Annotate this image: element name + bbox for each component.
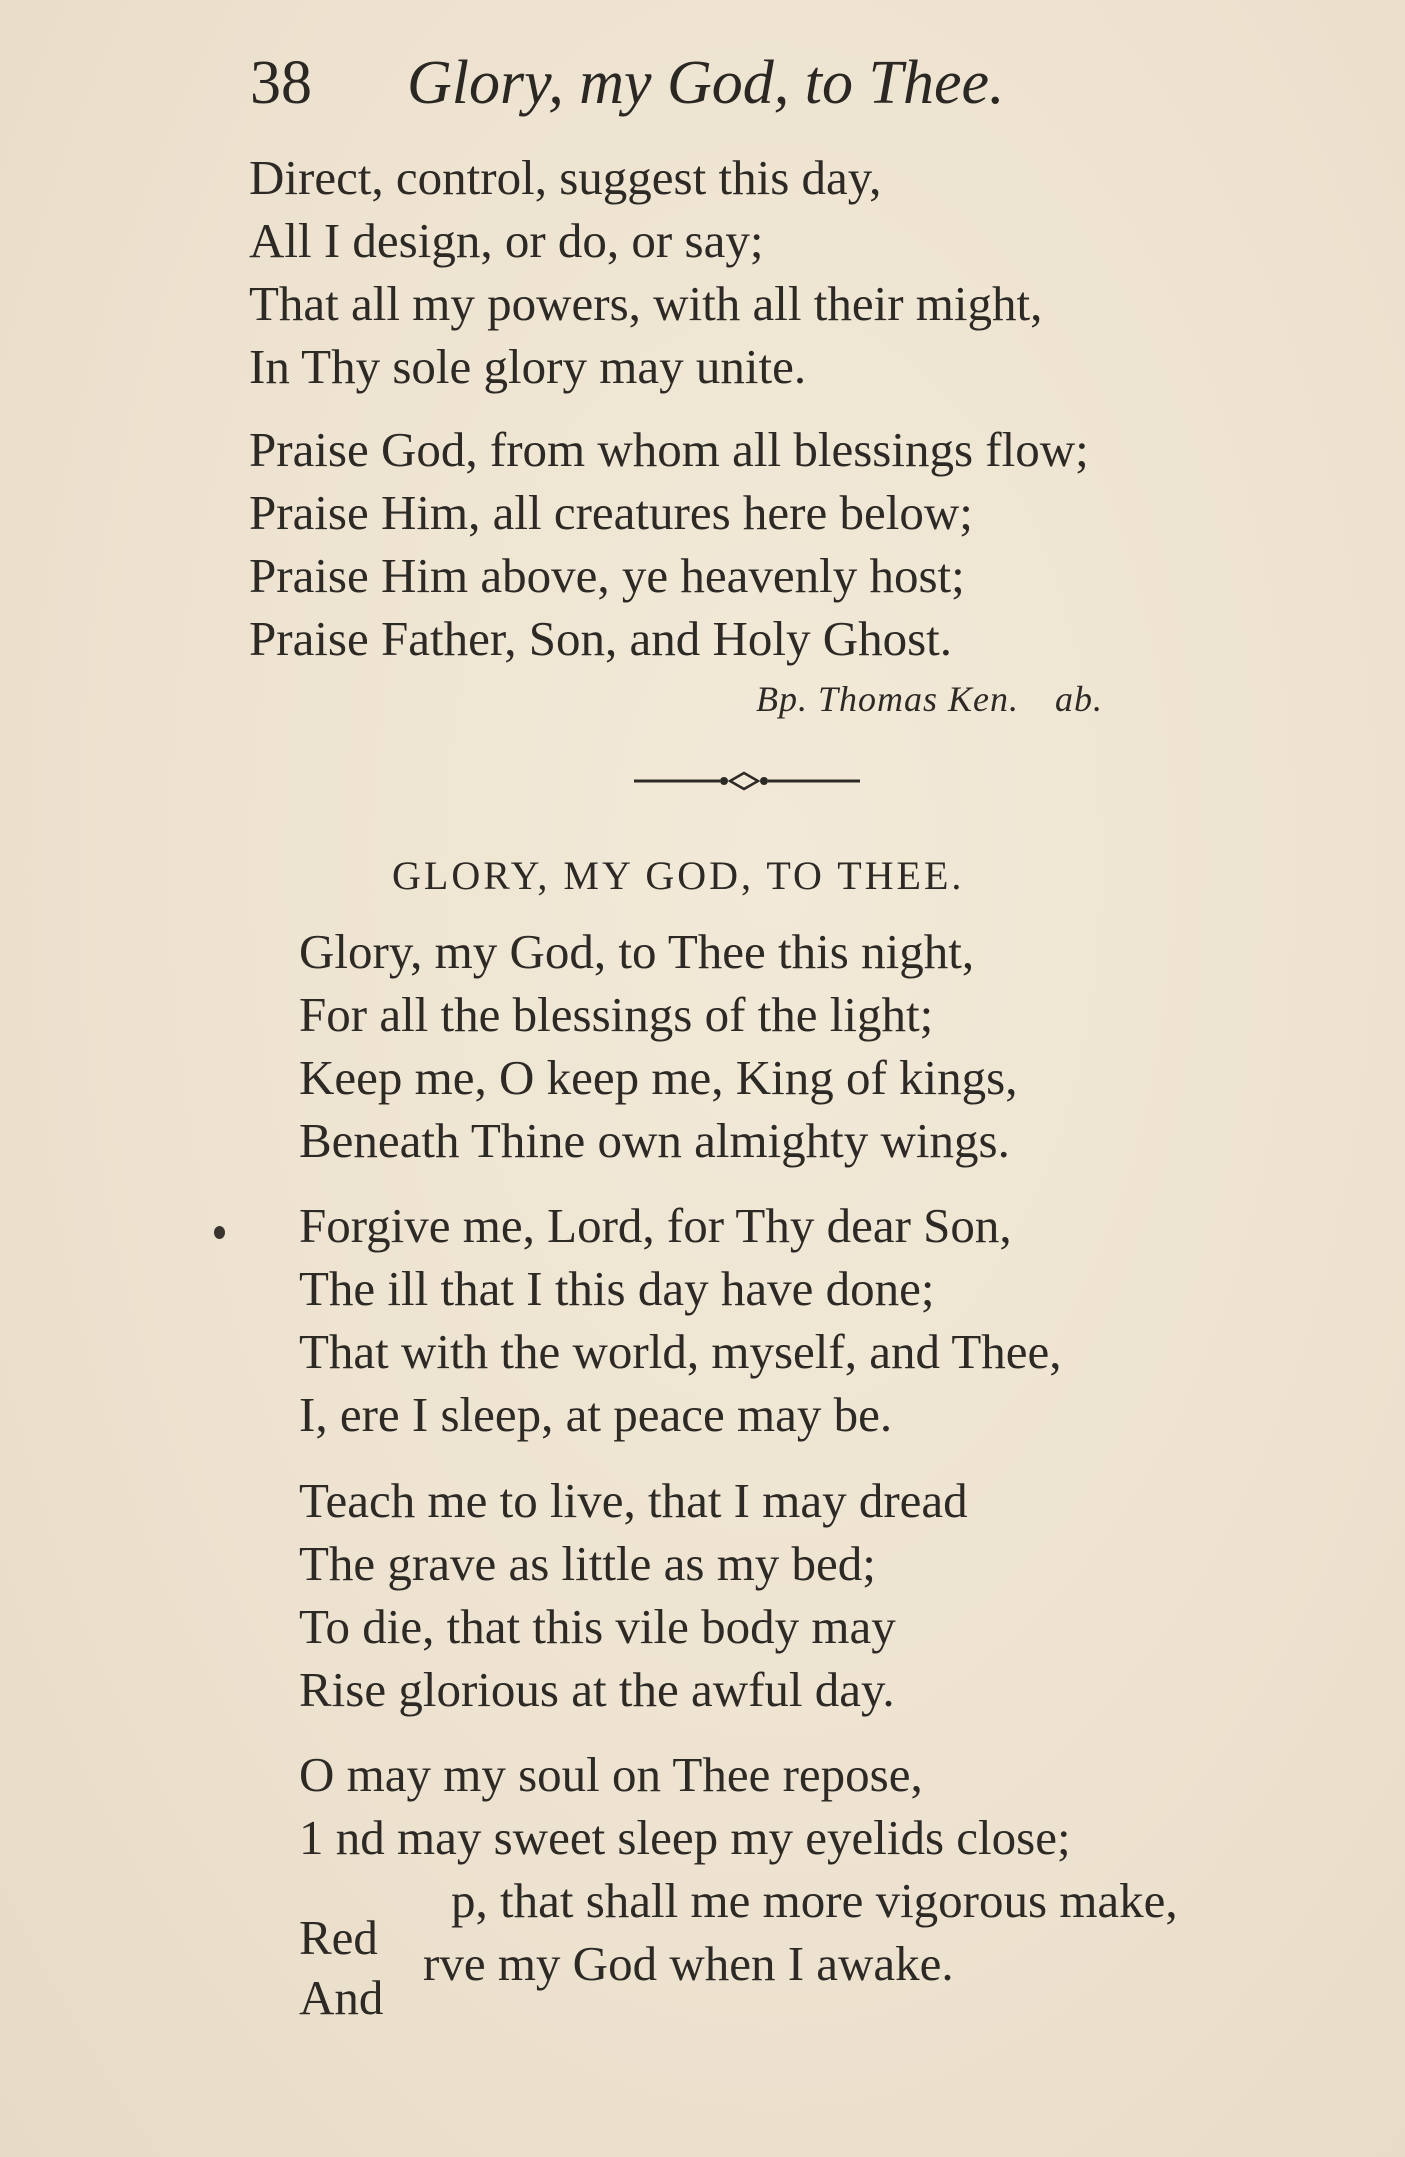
- verse-line: In Thy sole glory may unite.: [249, 339, 807, 394]
- verse-line: Keep me, O keep me, King of kings,: [299, 1050, 1018, 1105]
- verse-line: Praise Him, all creatures here below;: [249, 485, 973, 540]
- verse-line: rve my God when I awake.: [423, 1936, 954, 1991]
- verse-line: The grave as little as my bed;: [299, 1536, 876, 1591]
- page-header: [250, 38, 1005, 128]
- running-title: Glory, my God, to Thee.: [407, 49, 1005, 117]
- verse-line: To die, that this vile body may: [299, 1599, 896, 1654]
- stanza: [299, 1743, 1178, 1995]
- verse-line: Direct, control, suggest this day,: [249, 150, 882, 205]
- verse-line: Praise Him above, ye heavenly host;: [249, 548, 965, 603]
- stanza: [299, 1469, 968, 1721]
- verse-line: p, that shall me more vigorous make,: [451, 1873, 1178, 1928]
- overprinted-fragment: And: [299, 1970, 384, 2025]
- verse-line: For all the blessings of the light;: [299, 987, 934, 1042]
- attribution-note: ab.: [1055, 679, 1104, 719]
- stanza: [299, 1194, 1062, 1446]
- verse-line: That with the world, myself, and Thee,: [299, 1324, 1062, 1379]
- verse-line: The ill that I this day have done;: [299, 1261, 935, 1316]
- verse-line: Forgive me, Lord, for Thy dear Son,: [299, 1198, 1012, 1253]
- verse-line: Teach me to live, that I may dread: [299, 1473, 968, 1528]
- verse-line: Praise Father, Son, and Holy Ghost.: [249, 611, 953, 666]
- margin-ink-mark: [214, 1226, 225, 1239]
- verse-line: All I design, or do, or say;: [249, 213, 764, 268]
- author-name: Bp. Thomas Ken.: [756, 679, 1020, 719]
- author-attribution: [756, 678, 1103, 720]
- doxology-stanza: [249, 418, 1089, 670]
- verse-line: Glory, my God, to Thee this night,: [299, 924, 975, 979]
- section-divider-ornament: [634, 766, 860, 796]
- page-number: 38: [250, 49, 312, 117]
- verse-line: I, ere I sleep, at peace may be.: [299, 1387, 893, 1442]
- verse-line: That all my powers, with all their might,: [249, 276, 1043, 331]
- verse-line: Beneath Thine own almighty wings.: [299, 1113, 1010, 1168]
- verse-line: Praise God, from whom all blessings flow;: [249, 422, 1089, 477]
- verse-line: 1 nd may sweet sleep my eyelids close;: [299, 1810, 1071, 1865]
- hymn-title: GLORY, MY GOD, TO THEE.: [392, 853, 965, 898]
- stanza: [299, 920, 1018, 1172]
- verse-line: O may my soul on Thee repose,: [299, 1747, 923, 1802]
- verse-line: Rise glorious at the awful day.: [299, 1662, 895, 1717]
- overprinted-fragment: Red: [299, 1910, 378, 1965]
- stanza: [249, 146, 1042, 398]
